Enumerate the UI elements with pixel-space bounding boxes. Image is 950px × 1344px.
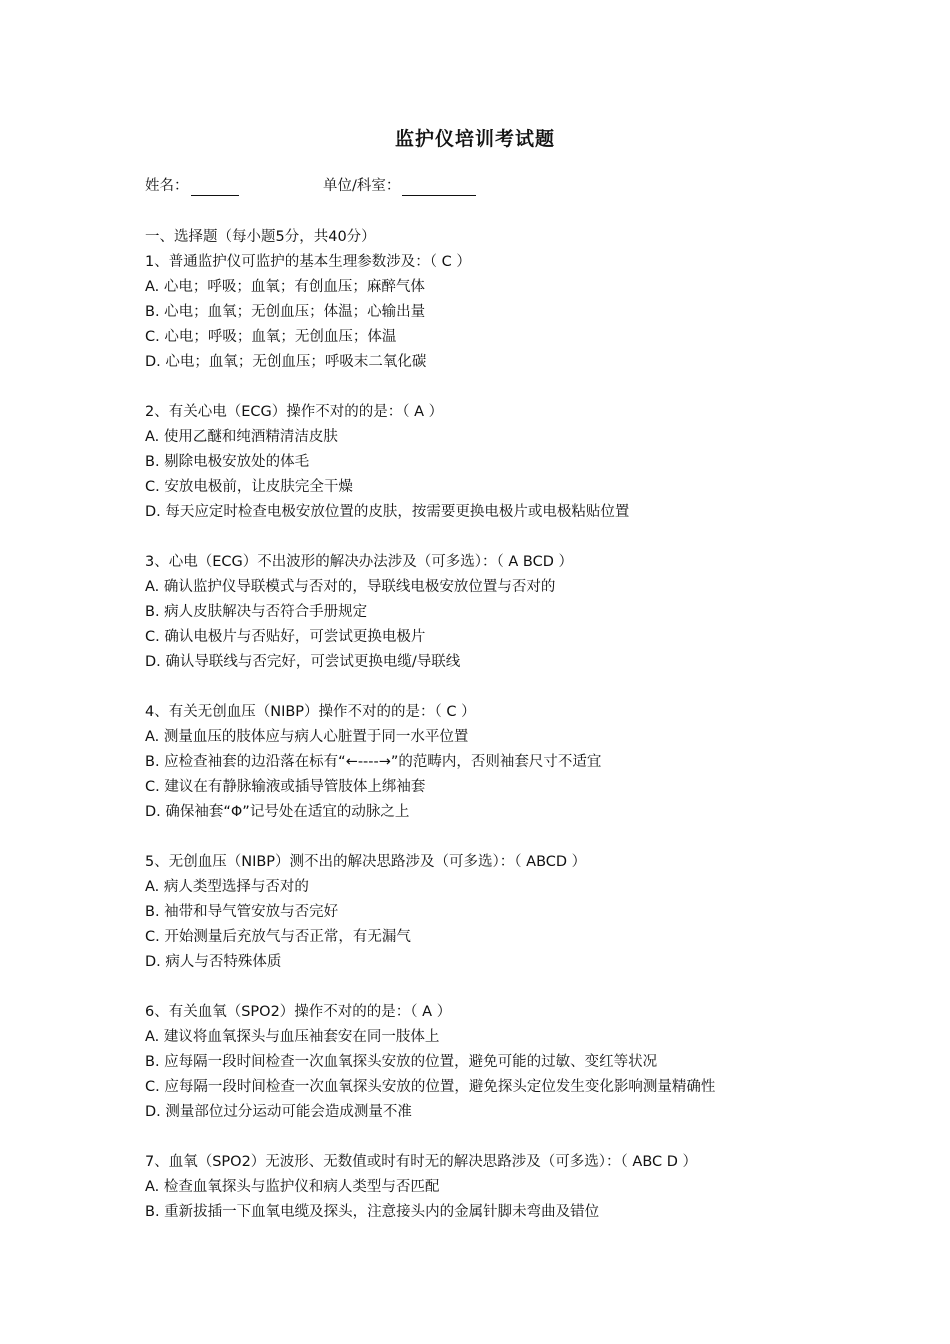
question-block [145,850,845,975]
question-option: B. 应检查袖套的边沿落在标有“←----→”的范畴内，否则袖套尺寸不适宜 [145,754,602,770]
question-stem: 3、心电（ECG）不出波形的解决办法涉及（可多选）：（ A BCD ） [145,554,573,570]
section-heading: 一、选择题（每小题5分，共40分） [145,229,376,245]
question-option: D. 每天应定时检查电极安放位置的皮肤，按需要更换电极片或电极粘贴位置 [145,504,630,520]
spacer [145,525,845,550]
question-option: D. 确保袖套“Φ”记号处在适宜的动脉之上 [145,804,410,820]
exam-content [145,225,845,1225]
name-label: 姓名： [145,178,189,194]
question-option: C. 安放电极前，让皮肤完全干燥 [145,479,353,495]
question-option: B. 重新拔插一下血氧电缆及探头，注意接头内的金属针脚未弯曲及错位 [145,1204,600,1220]
question-option: C. 应每隔一段时间检查一次血氧探头安放的位置，避免探头定位发生变化影响测量精确性 [145,1079,716,1095]
question-block [145,1150,845,1225]
question-stem: 2、有关心电（ECG）操作不对的的是：（ A ） [145,404,444,420]
name-field [145,176,239,196]
question-option: B. 病人皮肤解决与否符合手册规定 [145,604,368,620]
question-option: D. 确认导联线与否完好，可尝试更换电缆/导联线 [145,654,461,670]
page-title: 监护仪培训考试题 [394,128,555,150]
question-option: B. 袖带和导气管安放与否完好 [145,904,339,920]
question-block [145,550,845,675]
question-stem: 1、普通监护仪可监护的基本生理参数涉及：（ C ） [145,254,471,270]
question-option: D. 心电；血氧；无创血压；呼吸末二氧化碳 [145,354,427,370]
question-block [145,400,845,525]
question-option: A. 建议将血氧探头与血压袖套安在同一肢体上 [145,1029,440,1045]
name-blank [191,181,239,196]
unit-label: 单位/科室： [323,178,401,194]
question-stem: 4、有关无创血压（NIBP）操作不对的的是：（ C ） [145,704,476,720]
question-option: A. 测量血压的肢体应与病人心脏置于同一水平位置 [145,729,469,745]
question-option: C. 建议在有静脉输液或插导管肢体上绑袖套 [145,779,426,795]
spacer [145,975,845,1000]
question-option: D. 测量部位过分运动可能会造成测量不准 [145,1104,412,1120]
unit-blank [402,181,476,196]
spacer [145,825,845,850]
question-option: B. 心电；血氧；无创血压；体温；心输出量 [145,304,426,320]
question-option: D. 病人与否特殊体质 [145,954,282,970]
question-block [145,700,845,825]
spacer [145,1125,845,1150]
question-block [145,1000,845,1125]
question-option: A. 病人类型选择与否对的 [145,879,309,895]
spacer [145,675,845,700]
question-option: B. 剔除电极安放处的体毛 [145,454,310,470]
question-option: C. 心电；呼吸；血氧；无创血压；体温 [145,329,397,345]
question-option: C. 开始测量后充放气与否正常，有无漏气 [145,929,411,945]
question-stem: 6、有关血氧（SPO2）操作不对的的是：（ A ） [145,1004,452,1020]
unit-field [323,176,476,196]
question-option: B. 应每隔一段时间检查一次血氧探头安放的位置，避免可能的过敏、变红等状况 [145,1054,658,1070]
question-option: A. 确认监护仪导联模式与否对的，导联线电极安放位置与否对的 [145,579,556,595]
spacer [145,375,845,400]
question-option: A. 检查血氧探头与监护仪和病人类型与否匹配 [145,1179,440,1195]
question-option: C. 确认电极片与否贴好，可尝试更换电极片 [145,629,426,645]
question-block [145,250,845,375]
question-option: A. 心电；呼吸；血氧；有创血压；麻醉气体 [145,279,425,295]
question-stem: 7、血氧（SPO2）无波形、无数值或时有时无的解决思路涉及（可多选）：（ ABC D ） [145,1154,698,1170]
question-stem: 5、无创血压（NIBP）测不出的解决思路涉及（可多选）：（ ABCD ） [145,854,587,870]
question-option: A. 使用乙醚和纯酒精清洁皮肤 [145,429,338,445]
